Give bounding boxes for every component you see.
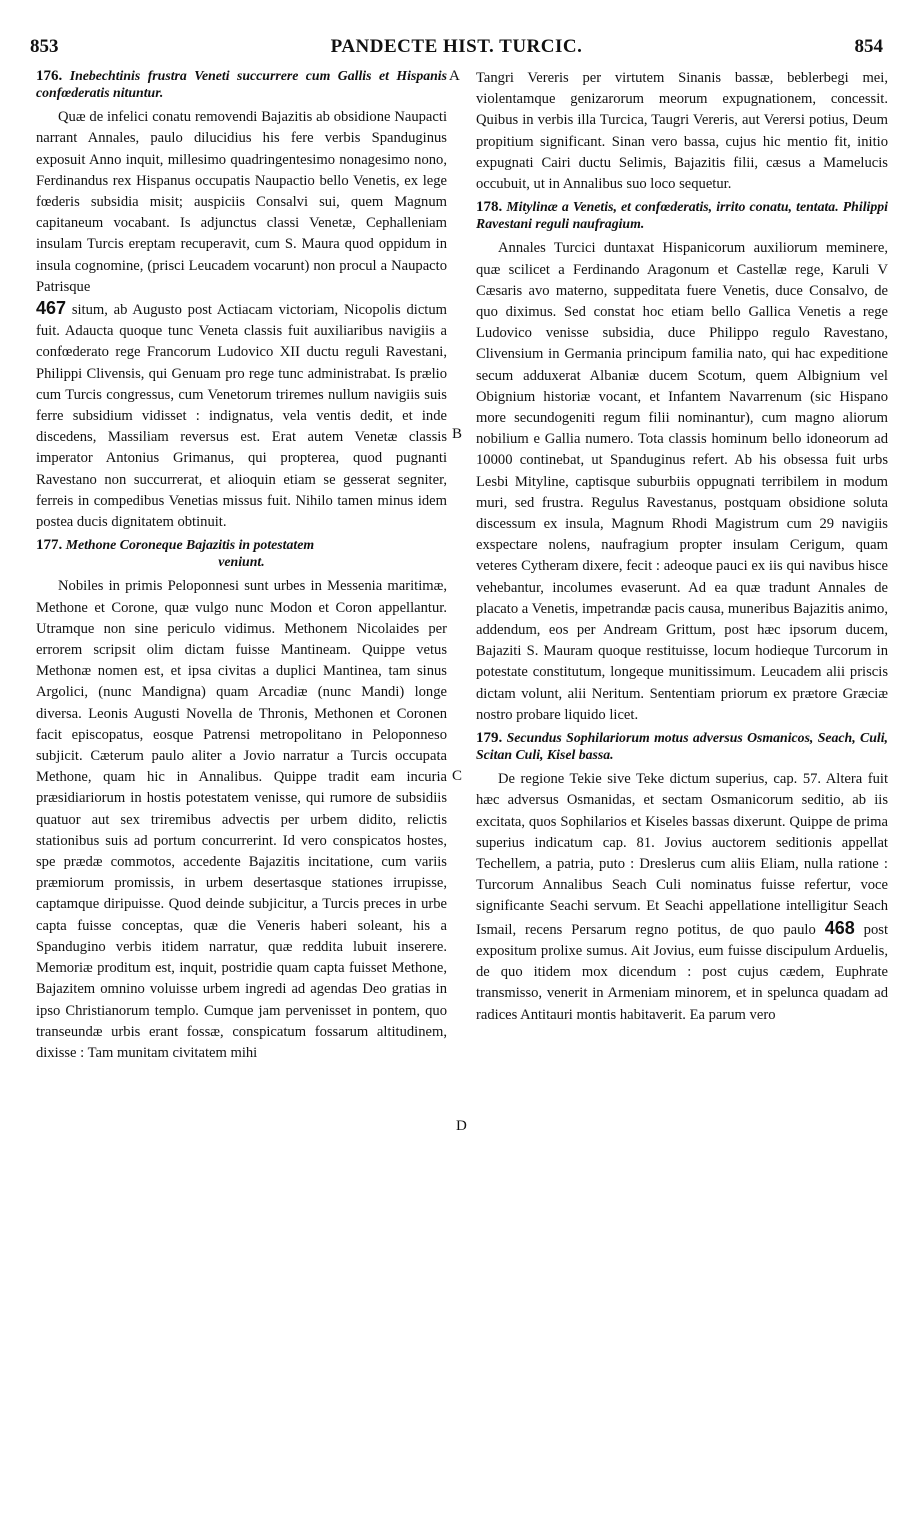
section-title: Secundus Sophilariorum motus adversus Osmanicos, Seach, Culi, Scitan Culi, Kisel bassa. — [476, 730, 888, 762]
paragraph — [36, 107, 447, 533]
paragraph: Annales Turcici duntaxat Hispanicorum auxiliorum meminere, quæ scilicet a Ferdinando Aragonum et Castellæ rege, Karuli V Cæsaris avo materno, suppeditata fuere Venetis, duce Consalvo, de quo diximus. Sed constat hoc etiam bello Gallica Venetis a rege Ludovico venisse subsidia, duce Philippo regulo Ravestano, Clivensium in Germania principum familia nato, qui hac expeditione secum adduxerat Albaniæ ducem Scotum, quem Albignium vel Obignium historiæ vocant, et Infantem Navarrenum (sic Hispano more secundogeniti regum filii nominantur), cum magno aliorum nobilium e Gallia numero. Tota classis hominum bello idoneorum ad 10000 continebat, ut Spanduginus refert. Ab his obsessa fuit urbs Lesbi Mityline, captisque suburbiis oppugnati terribilem in modum muri, sed frustra. Regulus Ravestanus, postquam obsidione soluta discessum ex insula, Magnum Rhodi Magistrum cum 29 navigiis exspectare nolens, naufragium propter insulam Cerigum, quam veteres Cytheram dixere, fecit : adeoque pauci ex iis qui navibus hisce vehebantur, incolumes evaserunt. Ad ea quæ tradunt Annales de placato a Venetis, impetrandæ pacis causa, muneribus Bajazitis animo, addendum, eos per Andream Grittum, post hæc ipsorum ducem, Bajaziti S. Mauram quoque restituisse, locum hodieque Turcorum in potestate constitutum, longeque munitissimum. Leucadem alii priscis dictam volunt, alii Neritum. Sententiam priorum ex prætore Græciæ nostro probare liquido licet. — [476, 240, 888, 723]
margin-letter-c: C — [452, 768, 463, 784]
margin-page-number: 468 — [824, 917, 855, 938]
section-number: 176. — [36, 68, 63, 84]
section-heading-178 — [476, 199, 888, 232]
paragraph-text: Quæ de infelici conatu removendi Bajazitis ab obsidione Naupacti narrant Annales, paulo dilucidius his fere verbis Spanduginus exposuit Anno inquit, millesimo quadringentesimo nonagesimo nono, Ferdinandus rex Hispanus occupatis Naupactio bello Venetis, ex lege fœderis subsidia misit; auspiciis Consalvi sui, quem Magnum capitaneum vocabant. Is adjunctus classi Venetæ, Cephalleniam insulam Turcis ereptam recuperavit, cum S. Maura quod oppidum in insula cognomine, (prisci Leucadem vocarunt) non procul a Naupacto Patrisque — [36, 109, 447, 295]
section-heading-179 — [476, 730, 888, 763]
section-title: Mitylinæ a Venetis, et confœderatis, irrito conatu, tentata. Philippi Ravestani reguli naufragium. — [476, 199, 888, 231]
paragraph-text: post expositum prolixe sumus. Ait Jovius, eum fuisse discipulum Arduelis, de quo itidem mox dicendum : post cujus cædem, Euphrate transmisso, venerit in Armeniam minorem, et in spelunca quadam ad radices Antitauri montis habitaverit. Ea parum vero — [476, 921, 888, 1023]
margin-page-number: 467 — [36, 298, 67, 319]
right-column — [476, 68, 888, 1030]
section-title-cont: veniunt. — [218, 553, 265, 569]
section-number: 177. — [36, 537, 63, 554]
running-title: PANDECTE HIST. TURCIC. — [330, 36, 583, 57]
margin-letter-d: D — [456, 1118, 467, 1134]
section-title: Methone Coroneque Bajazitis in potestatem — [65, 537, 315, 553]
paragraph — [476, 769, 888, 1025]
section-heading-176 — [36, 68, 447, 101]
paragraph-text: De regione Tekie sive Teke dictum superius, cap. 57. Altera fuit hæc adversus Osmanidas, et sectam Osmanicorum seditio, ab iis excitata, quos Sophilarios et Kiseles bassas dixerunt. Quippe de prima superius indicatum cap. 81. Jovius auctorem seditionis appellat Techellem, a patria, puto : Dreslerus cum aliis Eliam, nulla ratione : Turcorum Annalibus Seach Culi nominatus fuisse refertur, voce significante Seachi servum. Et Seachi appellatione intelligitur Seach Ismail, recens Persarum regno potitus, de quo paulo — [476, 771, 888, 938]
section-number: 178. — [476, 199, 503, 216]
paragraph: Nobiles in primis Peloponnesi sunt urbes in Messenia maritimæ, Methone et Corone, quæ vulgo nunc Modon et Coron appellantur. Utramque non sine periculo vidimus. Methonem Nicolaides per errorem scripsit olim dictam fuisse Mantineam. Quippe vetus Methonæ nomen est, et ipsa civitas a duplici Mantinea, tam sinus Argolici, (nunc Mandigna) quam Arcadiæ (nunc Mandi) longe diversa. Leonis Augusti Novella de Thronis, Methonen et Coronen facit episcopatus, eosque Patrensi metropolitano in Peloponneso subjicit. Cæterum paulo aliter a Jovio narratur a Turcis occupata Methone, quam hic in Annalibus. Quippe tradit eam incuria præsidiariorum in hostis potestatem venisse, qui rumore de subsidiis quatuor aut sex triremibus advectis per urbem didito, relictis stationibus suis ad portum concurrerint. Id vero conspicatos hostes, spe prædæ commotos, accedente Bajazitis incitatione, cum variis præmiorum promissis, in urbem desertasque stationes irrupisse, captamque diripuisse. Quod deinde subjicitur, a Turcis preces in urbe capta fuisse conceptas, quæ die Veneris haberi soleant, his a Spandugino verbis itidem narratur, quæ reddita lubuit inserere. Memoriæ proditum est, inquit, postridie quam capta fuisset Methone, Bajazitem omnino voluisse urbem ingredi ad agendas Deo gratias in ipso Christianorum templo. Cumque jam pervenisset in pontem, quo transeundæ urbis erant fossæ, conspicatum fossarum altitudinem, dixisse : Tam munitam civitatem mihi — [36, 578, 447, 1061]
section-title: Inebechtinis frustra Veneti succurrere cum Gallis et Hispanis confœderatis nituntur. — [36, 68, 447, 100]
paragraph: Tangri Vereris per virtutem Sinanis bassæ, beblerbegi mei, violentamque genizarorum meorum expugnationem, concessit. Quibus in verbis illa Turcica, Taugri Vereris, aut Verersi potius, Deum propitium significant. Sinan vero bassa, cujus hic mentio fit, initio expugnati Cairi ductu Selimis, Bajazitis filii, cæsus a Mamelucis occubuit, ut in Annalibus suo loco sequetur. — [476, 70, 888, 193]
left-column — [36, 68, 447, 1068]
left-page-number: 853 — [30, 36, 59, 57]
running-header — [30, 36, 883, 62]
paragraph-text: situm, ab Augusto post Actiacam victoriam, Nicopolis dictum fuit. Adaucta quoque tunc Veneta classis fuit auxiliaribus navigiis a confœderato rege Francorum Ludovico XII ductu reguli Ravestani, Philippi Clivensis, qui Genuam pro rege tunc administrabat. Is prælio cum Turcis congressus, cum Venetorum triremes nullum navigiis suis ferre subsidium vidisset : indignatus, vela ventis dedit, et inde discedens, Massiliam reversus est. Erat autem Venetæ classis imperator Antonius Grimanus, qui propterea, quod pugnanti Ravestano non succurrerat, et alioquin etiam se gesserat segniter, ferreis in compedibus Venetias missus fuit. Nihilo tamen minus idem postea ducis dignitatem obtinuit. — [36, 302, 448, 531]
section-number: 179. — [476, 730, 503, 747]
margin-letter-b: B — [452, 426, 463, 442]
margin-letter-a: A — [449, 68, 460, 84]
section-heading-177 — [36, 537, 447, 570]
right-page-number: 854 — [854, 36, 883, 57]
